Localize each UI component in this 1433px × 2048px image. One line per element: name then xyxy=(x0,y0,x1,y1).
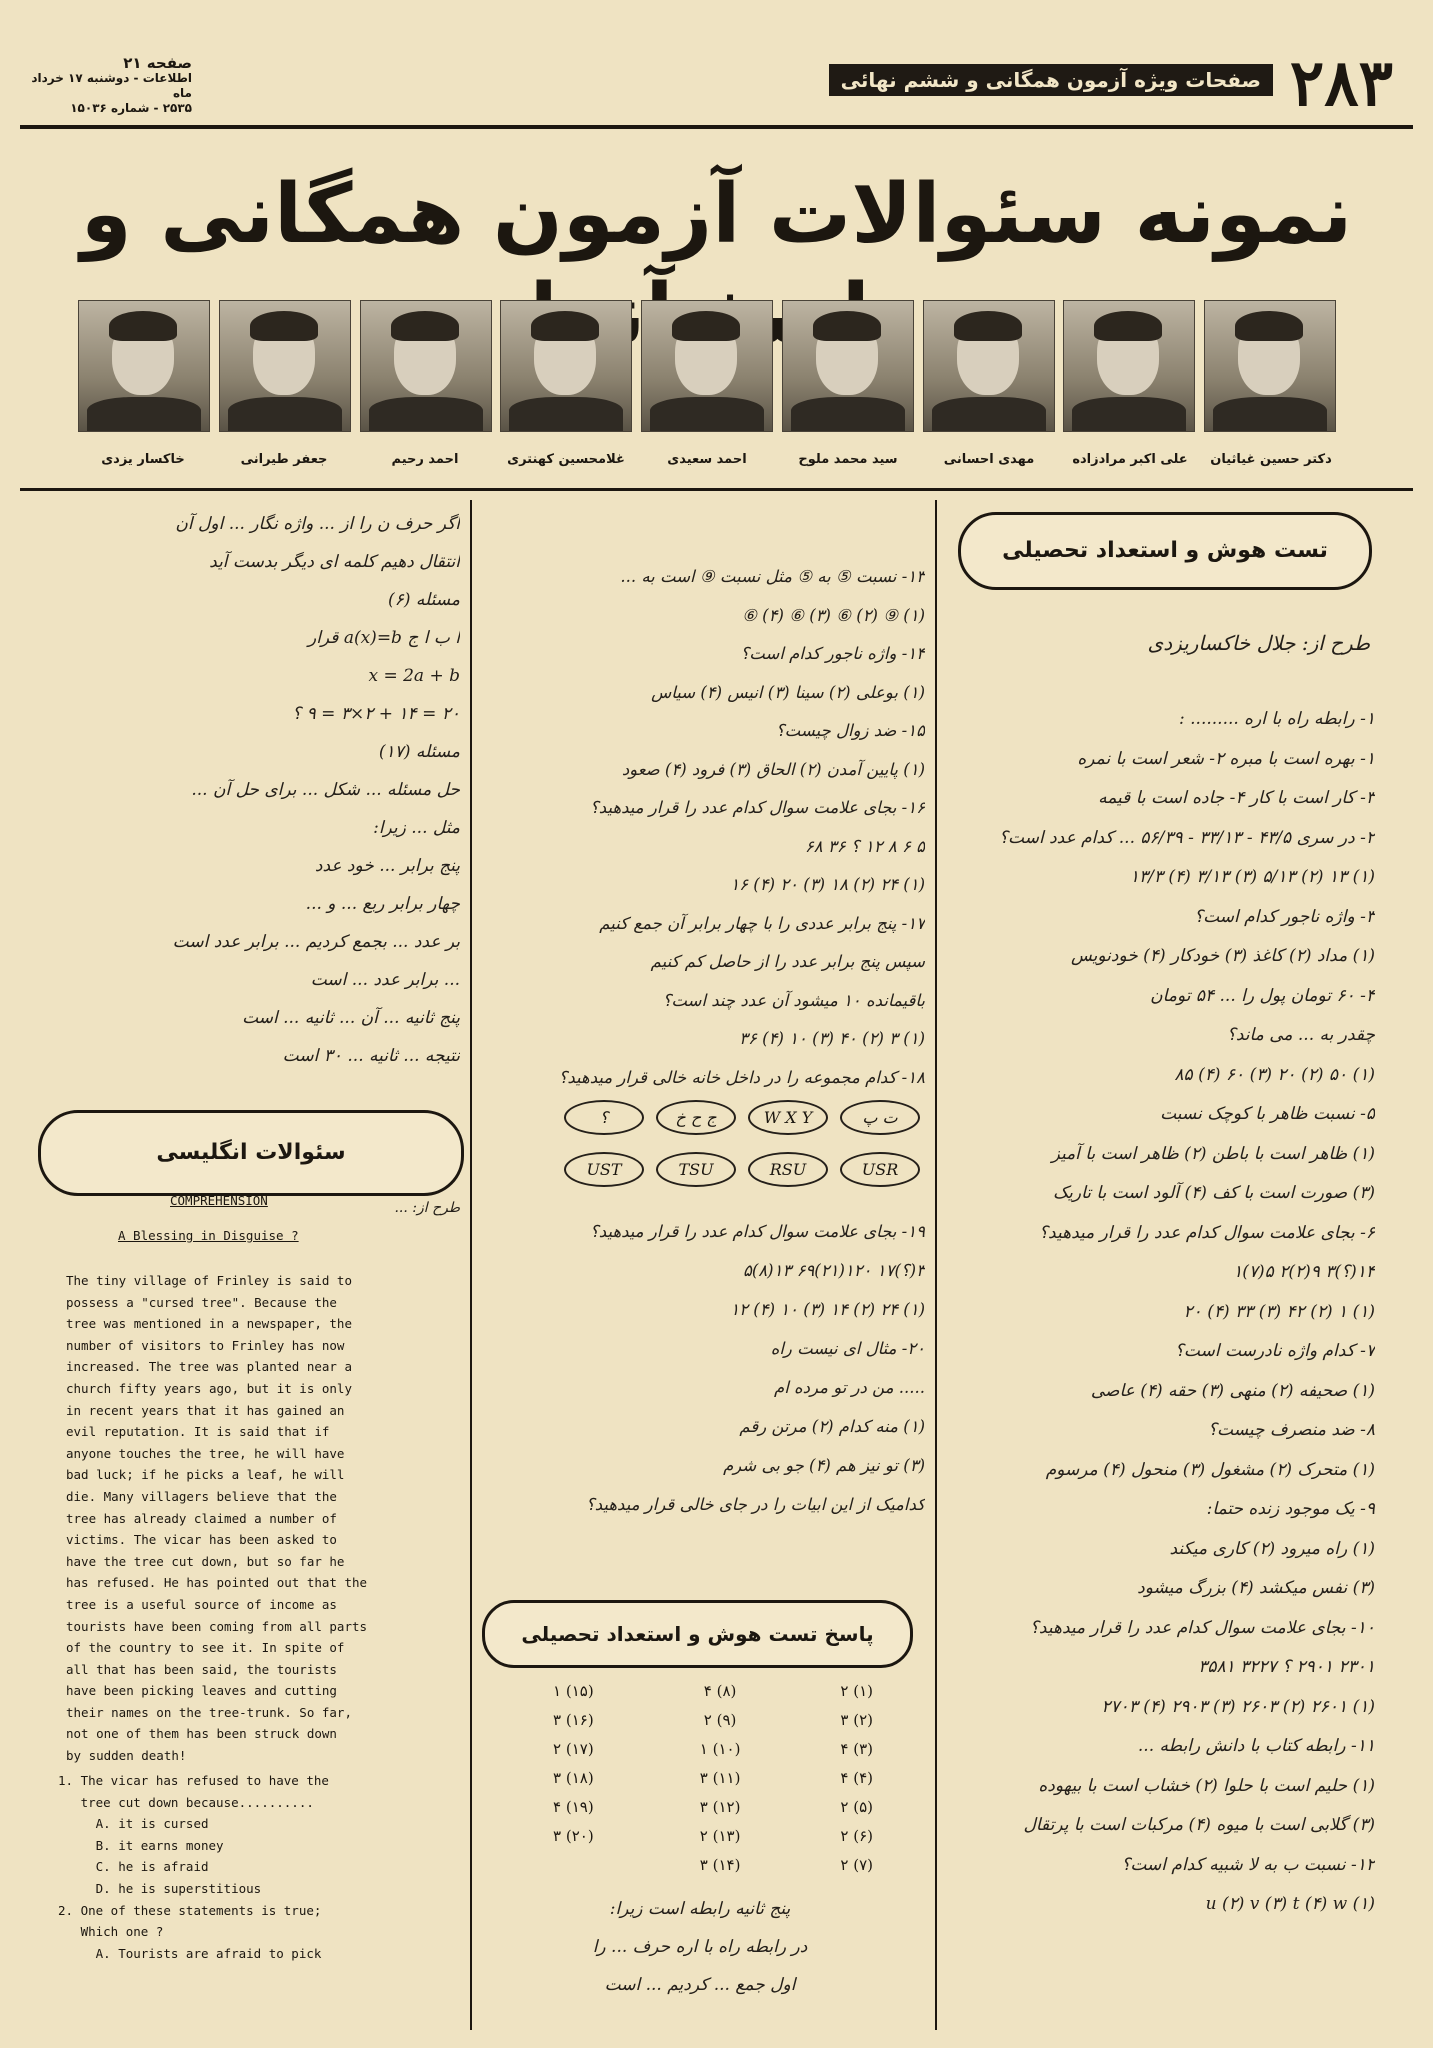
question-line: ۱۴(؟)۳ ۹(۲)۲ ۵(۷)۱ xyxy=(1233,1262,1375,1282)
answer-cell: (۱۶) ۳ xyxy=(553,1710,594,1729)
question-line: (۱) صحیفه (۲) منهی (۳) حقه (۴) عاصی xyxy=(1090,1380,1375,1401)
page-label: صفحه ۲۱ xyxy=(123,54,192,72)
note-line: مسئله (۱۷) xyxy=(378,742,460,762)
question-line: (۳) گلابی است با میوه (۴) مرکبات است با پرتقال xyxy=(1023,1815,1375,1835)
question-line: (۱) بوعلی (۲) سینا (۳) انیس (۴) سیاس xyxy=(651,682,925,702)
portrait-photo xyxy=(500,300,632,432)
note-line: مثل ... زیرا: xyxy=(373,818,460,838)
question-line: (۱) ۳ (۲) ۴۰ (۳) ۱۰ (۴) ۳۶ xyxy=(739,1029,925,1048)
option-oval: RSU xyxy=(748,1152,828,1187)
handwritten-notes xyxy=(40,505,460,1075)
answers-table xyxy=(500,1676,920,1879)
portrait-photo xyxy=(1204,300,1336,432)
answer-cell: (۱۴) ۳ xyxy=(699,1855,741,1874)
answer-cell: (۸) ۴ xyxy=(703,1681,737,1700)
question-line: ۲۳۰۱ ۲۹۰۱ ؟ ۳۲۲۷ ۳۵۸۱ xyxy=(1198,1657,1375,1677)
question-line: (۱) راه میرود (۲) کاری میکند xyxy=(1169,1538,1375,1559)
question-line: (۱) ظاهر است با باطن (۲) ظاهر است با آمیز xyxy=(1051,1143,1375,1164)
question-line: (۱) ۱ (۲) ۴۲ (۳) ۳۳ (۴) ۲۰ xyxy=(1183,1301,1375,1322)
portrait-caption: دکتر حسین غیاثیان xyxy=(1210,452,1332,467)
answer-cell: (۴) ۴ xyxy=(840,1768,874,1787)
question-line: (۱) مداد (۲) کاغذ (۳) خودکار (۴) خودنویس xyxy=(1070,946,1375,966)
option-oval: UST xyxy=(564,1152,644,1187)
note-line: انتقال دهیم کلمه ای دیگر بدست آید xyxy=(209,552,460,572)
note-line: حل مسئله ... شکل ... برای حل آن ... xyxy=(191,780,460,800)
series-number: ۲۸۳ xyxy=(1289,46,1393,121)
question-line: (۱) ۵۰ (۲) ۲۰ (۳) ۶۰ (۴) ۸۵ xyxy=(1174,1064,1375,1085)
note-line: پنج ثانیه رابطه است زیرا: xyxy=(609,1899,791,1919)
note-line: بر عدد ... بجمع کردیم ... برابر عدد است xyxy=(172,932,460,952)
question-line: ۸- ضد منصرف چیست؟ xyxy=(1208,1420,1375,1440)
portrait-caption: احمد رحیم xyxy=(391,452,459,467)
middle-questions-bottom xyxy=(485,1212,925,1524)
question-line: ۱۵- ضد زوال چیست؟ xyxy=(775,721,925,740)
question-line: (۱) ۱۳ (۲) ۵/۱۳ (۳) ۳/۱۳ (۴) ۱۳/۳ xyxy=(1129,867,1375,887)
answer-cell: (۱۱) ۳ xyxy=(699,1768,741,1787)
portrait-photo xyxy=(78,300,210,432)
question-line: ۳- کار است با کار ۴- جاده است با قیمه xyxy=(1098,788,1375,808)
note-line: x = 2a + b xyxy=(368,666,460,686)
answer-cell: (۱۵) ۱ xyxy=(553,1681,594,1700)
portrait-caption: مهدی احسانی xyxy=(943,452,1035,467)
answers-title-box: پاسخ تست هوش و استعداد تحصیلی xyxy=(482,1600,913,1668)
answer-cell: (۲۰) ۳ xyxy=(553,1826,594,1845)
portrait-caption: خاکسار یزدی xyxy=(101,452,185,467)
answer-cell xyxy=(500,1850,647,1879)
question-line: ۴- ۶۰ تومان پول را ... ۵۴ تومان xyxy=(1150,985,1375,1006)
portrait-row xyxy=(78,300,1336,430)
question-line: ۳(؟)۱۷ ۱۲۰(۲۱)۶۹ ۱۳(۸)۵ xyxy=(742,1261,925,1280)
question-line: ۱۴- واژه ناجور کدام است؟ xyxy=(740,644,925,663)
option-oval: ج ح خ xyxy=(656,1100,736,1135)
question-line: ۱۸- کدام مجموعه را در داخل خانه خالی قرار میدهید؟ xyxy=(558,1067,925,1087)
portrait-captions xyxy=(78,452,1336,467)
portrait-caption: غلامحسین کهنتری xyxy=(507,452,625,467)
question-line: ۲۰- مثال ای نیست راه xyxy=(770,1339,925,1358)
question-line: (۱) ۲۴ (۲) ۱۸ (۳) ۲۰ (۴) ۱۶ xyxy=(730,875,925,894)
question-line: (۳) نفس میکشد (۴) بزرگ میشود xyxy=(1137,1578,1375,1598)
top-rule xyxy=(20,125,1413,129)
answer-cell: (۱۳) ۲ xyxy=(699,1826,741,1845)
note-line: در رابطه راه با اره حرف ... را xyxy=(592,1937,808,1957)
question-line: (۳) تو نیز هم (۴) جو بی شرم xyxy=(723,1456,925,1475)
iq-test-questions xyxy=(950,700,1375,1925)
question-line: (۱) متحرک (۲) مشغول (۳) منحول (۴) مرسوم xyxy=(1045,1459,1375,1480)
question-line: باقیمانده ۱۰ میشود آن عدد چند است؟ xyxy=(662,990,925,1010)
question-line: ۱- بهره است با مبره ۲- شعر است با نمره xyxy=(1077,748,1375,769)
answer-cell: (۹) ۲ xyxy=(703,1710,737,1729)
iq-test-title-box: تست هوش و استعداد تحصیلی xyxy=(958,512,1372,590)
question-line: سپس پنج برابر عدد را از حاصل کم کنیم xyxy=(650,952,925,971)
note-line: ... برابر عدد ... است xyxy=(310,970,460,990)
portrait-photo xyxy=(219,300,351,432)
question-line: (۱) u (۲) v (۳) t (۴) w xyxy=(1205,1894,1375,1914)
option-oval: W X Y xyxy=(748,1100,828,1135)
answer-cell: (۳) ۴ xyxy=(840,1739,874,1758)
comprehension-heading: COMPREHENSION xyxy=(170,1193,268,1208)
note-line: اگر حرف ن را از ... واژه نگار ... اول آن xyxy=(175,514,460,534)
question-line: ۷- کدام واژه نادرست است؟ xyxy=(1174,1341,1375,1361)
question-line: ۱۱- رابطه کتاب با دانش رابطه ... xyxy=(1137,1736,1375,1756)
portrait-photo xyxy=(360,300,492,432)
answer-cell: (۵) ۲ xyxy=(840,1797,874,1816)
option-oval: TSU xyxy=(656,1152,736,1187)
portrait-photo xyxy=(923,300,1055,432)
note-line: اول جمع ... کردیم ... است xyxy=(604,1975,796,1995)
portrait-caption: سید محمد ملوح xyxy=(798,452,898,467)
option-oval: ؟ xyxy=(564,1100,644,1135)
question-line: ۱- رابطه راه با اره ......... : xyxy=(1179,709,1375,729)
portrait-photo xyxy=(641,300,773,432)
question-line: ۱۹- بجای علامت سوال کدام عدد را قرار میدهید؟ xyxy=(590,1222,925,1241)
answer-cell: (۶) ۲ xyxy=(840,1826,874,1845)
question-line: چقدر به ... می ماند؟ xyxy=(1226,1025,1375,1045)
question-line: کدامیک از این ابیات را در جای خالی قرار میدهید؟ xyxy=(585,1495,925,1514)
question-line: ۱۰- بجای علامت سوال کدام عدد را قرار میدهید؟ xyxy=(1029,1617,1375,1638)
question-line: ۵- نسبت ظاهر با کوچک نسبت xyxy=(1160,1104,1375,1124)
column-divider xyxy=(935,500,937,2030)
english-questions-title-box: سئوالات انگلیسی xyxy=(38,1110,464,1196)
question-line: (۱) ۲۴ (۲) ۱۴ (۳) ۱۰ (۴) ۱۲ xyxy=(730,1300,925,1319)
answer-cell: (۷) ۲ xyxy=(840,1855,874,1874)
answer-cell: (۱۲) ۳ xyxy=(699,1797,741,1816)
question-line: (۱) حلیم است با حلوا (۲) خشاب است با بیهوده xyxy=(1038,1775,1375,1796)
answer-notes xyxy=(485,1890,915,2004)
question-line: ۳- واژه ناجور کدام است؟ xyxy=(1194,906,1375,927)
iq-test-author: طرح از: جلال خاکساریزدی xyxy=(1147,631,1370,655)
english-questions: 1. The vicar has refused to have the tree cut down because.......... A. it is cursed B. it earns money C. he is afraid D. he is superstitious 2. One of these statements is true; Which one ? A. Tourists are afraid to pick xyxy=(58,1773,329,1961)
answer-cell: (۱۰) ۱ xyxy=(699,1739,741,1758)
answer-cell: (۱۸) ۳ xyxy=(553,1768,594,1787)
answer-cell: (۱۷) ۲ xyxy=(553,1739,594,1758)
question-line: ۱۳- نسبت ⑤ به ⑤ مثل نسبت ⑨ است به ... xyxy=(620,567,925,586)
portrait-photo xyxy=(782,300,914,432)
portrait-photo xyxy=(1063,300,1195,432)
portrait-caption: علی اکبر مرادزاده xyxy=(1072,452,1188,467)
question-line: ۱۲- نسبت ب به لا شبیه کدام است؟ xyxy=(1121,1854,1375,1875)
english-author-note: طرح از: ... xyxy=(394,1200,460,1216)
question-line: ۹- یک موجود زنده حتما: xyxy=(1206,1499,1375,1519)
oval-row-1 xyxy=(520,1100,920,1135)
middle-questions-top xyxy=(485,558,925,1097)
paper-line: اطلاعات - دوشنبه ۱۷ خرداد ماه xyxy=(31,71,192,100)
question-line: ۱۶- بجای علامت سوال کدام عدد را قرار میدهید؟ xyxy=(590,798,925,817)
note-line: چهار برابر ربع ... و ... xyxy=(305,894,460,914)
question-line: ..... من در تو مرده ام xyxy=(773,1378,925,1397)
issue-line: ۲۵۳۵ - شماره ۱۵۰۳۶ xyxy=(70,101,192,115)
note-line: ۲۰ = ۱۴ + ۲×۳ = ۹ ؟ xyxy=(292,704,460,724)
answer-cell: (۱۹) ۴ xyxy=(553,1797,594,1816)
question-line: (۳) صورت است با کف (۴) آلود است با تاریک xyxy=(1052,1183,1375,1203)
passage-title: A Blessing in Disguise ? xyxy=(118,1228,299,1243)
column-divider xyxy=(470,500,472,2030)
section-rule xyxy=(20,488,1413,491)
oval-row-2 xyxy=(520,1152,920,1187)
question-line: (۱) منه کدام (۲) مرتن رقم xyxy=(739,1417,925,1436)
option-oval: ت پ xyxy=(840,1100,920,1135)
portrait-caption: جعفر طیرانی xyxy=(240,452,328,467)
option-oval: USR xyxy=(840,1152,920,1187)
reading-passage: The tiny village of Frinley is said to possess a "cursed tree". Because the tree was mentioned in a newspaper, the number of visitors to Frinley has now increased. The tree was planted near a church fifty years ago, but it is only in recent years that it has gained an evil reputation. It is said that if anyone touches the tree, he will have bad luck; if he picks a leaf, he will die. Many villagers believe that the tree has already claimed a number of victims. The vicar has been asked to have the tree cut down, but so far he has refused. He has pointed out that the tree is a useful source of income as tourists have been coming from all parts of the country to see it. In spite of all that has been said, the tourists have been picking leaves and cutting their names on the tree-trunk. So far, not one of them has been struck down by sudden death! xyxy=(66,1273,368,1764)
question-line: (۱) ۲۶۰۱ (۲) ۲۶۰۳ (۳) ۲۹۰۳ (۴) ۲۷۰۳ xyxy=(1101,1696,1375,1717)
note-line: ا ب ا ج a(x)=b قرار xyxy=(307,628,460,648)
question-line: ۵ ۶ ۸ ۱۲ ؟ ۳۶ ۶۸ xyxy=(804,836,925,856)
note-line: پنج برابر ... خود عدد xyxy=(314,856,460,876)
question-line: ۶- بجای علامت سوال کدام عدد را قرار میدهید؟ xyxy=(1039,1222,1375,1243)
note-line: نتیجه ... ثانیه ... ۳۰ است xyxy=(282,1046,460,1066)
question-line: ۲- در سری ۴۳/۵ - ۳۳/۱۳ - ۵۶/۳۹ ... کدام عدد است؟ xyxy=(998,827,1375,848)
note-line: مسئله (۶) xyxy=(388,590,460,610)
page-meta xyxy=(22,56,192,116)
note-line: پنج ثانیه ... آن ... ثانیه ... است xyxy=(242,1008,460,1028)
portrait-caption: احمد سعیدی xyxy=(667,452,747,467)
special-section-banner: صفحات ویژه آزمون همگانی و ششم نهائی xyxy=(829,64,1273,96)
question-line: ۱۷- پنج برابر عددی را با چهار برابر آن جمع کنیم xyxy=(599,913,925,933)
question-line: (۱) ⑨ (۲) ⑥ (۳) ⑥ (۴) ⑥ xyxy=(742,605,925,625)
main-title: نمونه سئوالات آزمون همگانی و xyxy=(80,167,1353,262)
answer-cell: (۱) ۲ xyxy=(840,1681,874,1700)
question-line: (۱) پایین آمدن (۲) الحاق (۳) فرود (۴) صعود xyxy=(621,759,925,779)
answer-cell: (۲) ۳ xyxy=(840,1710,874,1729)
